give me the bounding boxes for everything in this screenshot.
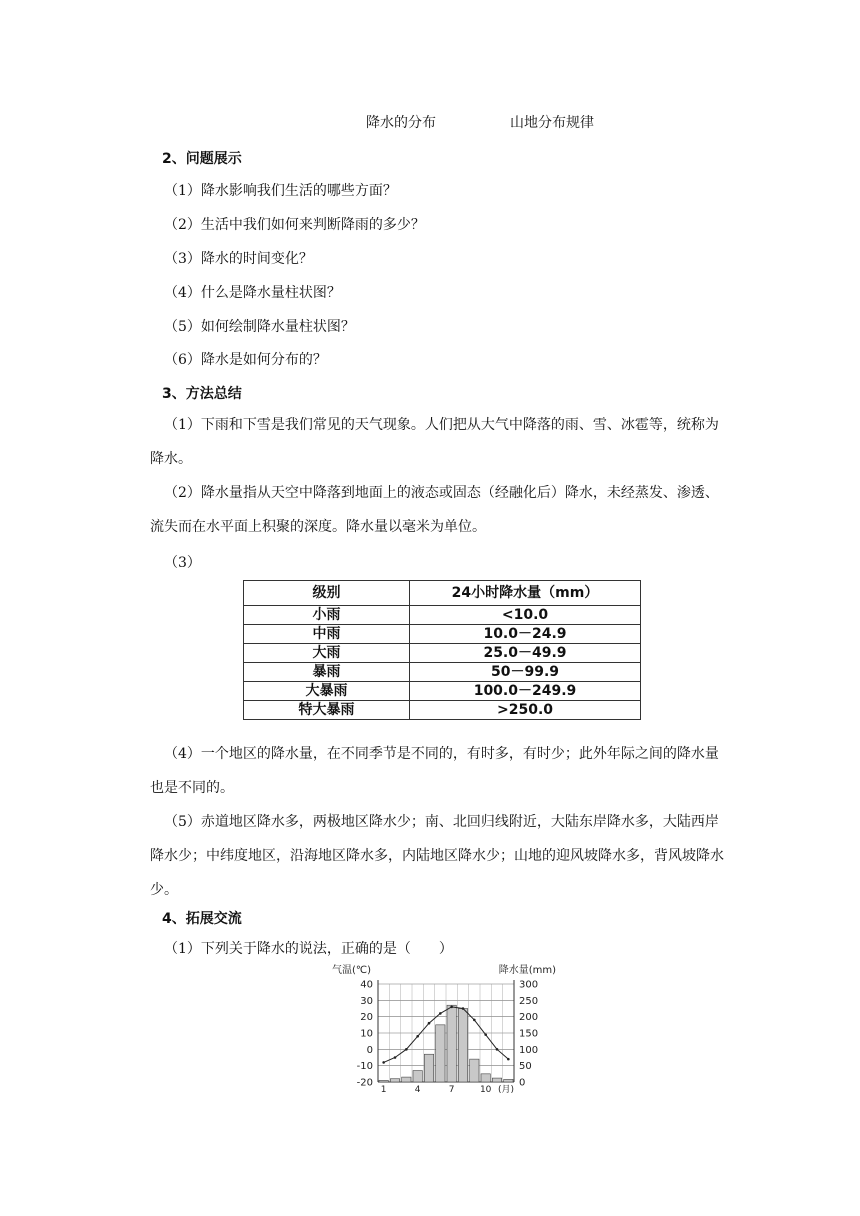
- section-4-title: 4、拓展交流: [162, 911, 242, 927]
- precipitation-bar: [390, 1079, 399, 1082]
- table-row: [244, 644, 641, 663]
- x-tick-label: 10: [479, 1085, 492, 1095]
- paragraph-3-label: （3）: [164, 555, 201, 571]
- right-tick-label: 50: [519, 1061, 532, 1073]
- left-tick-label: 0: [366, 1044, 373, 1056]
- table-cell: 大暴雨: [244, 682, 410, 701]
- left-axis-label: 气温(℃): [332, 965, 372, 976]
- left-tick-label: 20: [360, 1012, 373, 1024]
- precipitation-bar: [470, 1059, 479, 1082]
- left-tick-label: -20: [356, 1077, 373, 1089]
- table-cell: 100.0－249.9: [410, 682, 641, 701]
- temperature-point: [450, 1006, 453, 1009]
- temperature-point: [462, 1007, 465, 1010]
- temperature-point: [405, 1048, 408, 1051]
- precipitation-bar: [402, 1077, 411, 1082]
- precipitation-bar: [481, 1074, 490, 1082]
- table-row: [244, 701, 641, 720]
- right-tick-label: 0: [519, 1077, 526, 1089]
- left-tick-label: -10: [356, 1061, 373, 1073]
- table-cell: 25.0－49.9: [410, 644, 641, 663]
- left-tick-label: 10: [360, 1028, 373, 1040]
- right-tick-label: 100: [519, 1044, 539, 1056]
- paragraph-5: （5）赤道地区降水多，两极地区降水少；南、北回归线附近，大陆东岸降水多，大陆西岸降水少；中纬度地区，沿海地区降水多，内陆地区降水少；山地的迎风坡降水多，背风坡降水少。: [150, 814, 724, 898]
- table-cell: 中雨: [244, 625, 410, 644]
- precipitation-bar: [424, 1054, 433, 1082]
- header-left-title: 降水的分布: [366, 115, 436, 131]
- left-tick-label: 40: [360, 979, 373, 991]
- table-row: [244, 606, 641, 625]
- table-cell: 暴雨: [244, 663, 410, 682]
- table-cell: 大雨: [244, 644, 410, 663]
- left-tick-label: 30: [360, 995, 373, 1007]
- right-axis-label: 降水量(mm): [498, 965, 556, 976]
- question-item: （3）降水的时间变化？: [164, 251, 313, 267]
- climate-chart: [330, 962, 558, 1096]
- precipitation-bar: [492, 1078, 501, 1082]
- table-row: [244, 663, 641, 682]
- section-2-title: 2、问题展示: [162, 151, 242, 167]
- question-item: （6）降水是如何分布的？: [164, 352, 327, 368]
- paragraph-4: （4）一个地区的降水量，在不同季节是不同的，有时多，有时少；此外年际之间的降水量也是不同的。: [150, 746, 719, 796]
- section-3-title: 3、方法总结: [162, 386, 242, 402]
- precipitation-bar: [436, 1025, 445, 1082]
- table-cell: 50－99.9: [410, 663, 641, 682]
- temperature-point: [496, 1048, 499, 1051]
- table-header-cell: 级别: [244, 581, 410, 606]
- precipitation-bar: [379, 1080, 388, 1082]
- table-cell: 小雨: [244, 606, 410, 625]
- temperature-point: [439, 1012, 442, 1015]
- right-tick-label: 300: [519, 979, 539, 991]
- question-item: （4）什么是降水量柱状图？: [164, 285, 341, 301]
- temperature-point: [382, 1061, 385, 1064]
- paragraph-1: （1）下雨和下雪是我们常见的天气现象。人们把从大气中降落的雨、雪、冰雹等，统称为降水。: [150, 417, 719, 467]
- table-cell: <10.0: [410, 606, 641, 625]
- right-tick-label: 150: [519, 1028, 539, 1040]
- precipitation-bar: [413, 1071, 422, 1082]
- precipitation-level-table: [243, 580, 641, 720]
- x-unit-label: (月): [498, 1085, 515, 1095]
- precipitation-bar: [447, 1005, 456, 1082]
- table-header-cell: 24小时降水量（mm）: [410, 581, 641, 606]
- temperature-point: [484, 1033, 487, 1036]
- temperature-point: [394, 1056, 397, 1059]
- table-row: [244, 682, 641, 701]
- temperature-point: [428, 1022, 431, 1025]
- table-cell: 特大暴雨: [244, 701, 410, 720]
- question-item: （2）生活中我们如何来判断降雨的多少？: [164, 217, 425, 233]
- table-header-row: [244, 581, 641, 606]
- question-item: （1）降水影响我们生活的哪些方面？: [164, 183, 397, 199]
- x-tick-label: 4: [414, 1085, 421, 1095]
- temperature-point: [507, 1058, 510, 1061]
- table-cell: >250.0: [410, 701, 641, 720]
- x-tick-label: 1: [380, 1085, 387, 1095]
- paragraph-2: （2）降水量指从天空中降落到地面上的液态或固态（经融化后）降水，未经蒸发、渗透、流失而在水平面上积聚的深度。降水量以毫米为单位。: [150, 485, 719, 535]
- table-row: [244, 625, 641, 644]
- question-1: （1）下列关于降水的说法，正确的是（ ）: [164, 941, 453, 957]
- right-tick-label: 250: [519, 995, 539, 1007]
- table-cell: 10.0－24.9: [410, 625, 641, 644]
- precipitation-bar: [458, 1009, 467, 1083]
- question-item: （5）如何绘制降水量柱状图？: [164, 319, 355, 335]
- x-tick-label: 7: [448, 1085, 455, 1095]
- right-tick-label: 200: [519, 1012, 539, 1024]
- temperature-point: [473, 1019, 476, 1022]
- header-right-title: 山地分布规律: [510, 115, 594, 131]
- precipitation-bar: [504, 1079, 513, 1082]
- temperature-point: [416, 1035, 419, 1038]
